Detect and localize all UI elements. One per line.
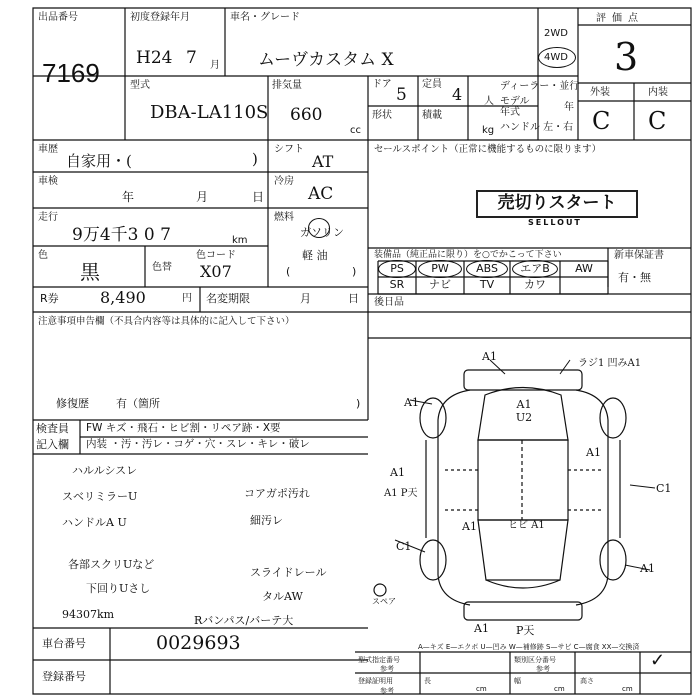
load-unit: kg — [482, 125, 495, 136]
load-label: 積載 — [422, 110, 442, 121]
sales-point-label: セールスポイント（正常に機能するものに限ります） — [374, 144, 602, 155]
color-label: 色 — [38, 250, 48, 261]
inspection-month: 月 — [196, 190, 209, 204]
equip-pw: PW — [431, 262, 449, 275]
diag-ann-1: A1 — [482, 350, 497, 363]
color-change-label: 色替 — [152, 262, 172, 273]
shift-label: シフト — [274, 144, 304, 155]
note-4: コアガポ汚れ — [244, 487, 310, 500]
diag-ann-4: A1 — [404, 396, 419, 409]
model-no-label: 型式指定番号 — [358, 656, 400, 664]
history-close: ) — [252, 150, 258, 168]
equip-tv: TV — [479, 278, 495, 291]
spare-label: スペア — [372, 597, 396, 606]
fuel-paren-open: ( — [286, 265, 291, 278]
model-label: 型式 — [130, 80, 150, 91]
sellout-stamp-main: 売切りスタート — [497, 193, 617, 213]
repair-close: ) — [356, 397, 361, 410]
handle-label: ハンドル 左・右 — [500, 122, 574, 133]
equip-abs-circle — [466, 260, 508, 278]
mileage-unit: km — [232, 235, 248, 246]
diagram-legend: A—キズ E—エクボ U—凹み W—補修跡 S—サビ C—腐食 XX—交換済 — [418, 643, 640, 651]
lot-label: 出品番号 — [38, 12, 78, 23]
color-code-label: 色コード — [196, 250, 236, 261]
diag-ann-11: C1 — [396, 540, 412, 553]
note-7: 下回りUさし — [86, 582, 151, 595]
inspection-day: 日 — [252, 190, 265, 204]
cert-label: 登録証明用 — [358, 677, 393, 685]
note-6: 各部スクリUなど — [68, 558, 155, 571]
drive-4wd: 4WD — [544, 52, 568, 63]
history-value: 自家用・( — [66, 152, 132, 170]
category-no-label: 類別区分番号 — [514, 656, 556, 664]
equip-airbag-circle — [512, 260, 558, 278]
repair-value: 有（箇所 — [116, 397, 160, 410]
capacity-unit: 人 — [484, 96, 494, 107]
ref-label-2: 参考 — [536, 665, 550, 673]
chassis-value: 0029693 — [156, 632, 241, 654]
interior-value: C — [648, 107, 667, 135]
inspection-label: 車検 — [38, 176, 58, 187]
fuel-diesel: 軽 油 — [302, 249, 328, 262]
note-10: Rバンパス/バーテ大 — [194, 614, 294, 627]
capacity-label: 定員 — [422, 79, 442, 90]
shape-label: 形状 — [372, 110, 392, 121]
diag-ann-2: A1 U2 — [515, 398, 533, 424]
name-change-day: 日 — [348, 292, 359, 305]
name-change-month: 月 — [300, 292, 311, 305]
diag-ann-5: A1 — [586, 446, 601, 459]
diag-ann-6: A1 — [390, 466, 405, 479]
diag-ann-12: A1 — [640, 562, 655, 575]
sellout-stamp-sub: SELLOUT — [528, 218, 582, 227]
height-unit: cm — [622, 685, 633, 693]
registration-label: 登録番号 — [42, 670, 86, 683]
car-name-grade: ムーヴカスタム X — [258, 50, 394, 70]
height-label: 高さ — [580, 677, 594, 685]
name-change-label: 名変期限 — [206, 292, 250, 305]
note-11: 94307km — [62, 608, 115, 621]
interior-label: 内装 — [648, 87, 668, 98]
capacity-value: 4 — [452, 85, 463, 104]
declaration-label: 注意事項申告欄（不具合内容等は具体的に記入して下さい） — [38, 316, 295, 327]
backseat-label: 後日品 — [374, 297, 404, 308]
lot-number: 7169 — [42, 58, 100, 88]
displacement-value: 660 — [290, 105, 323, 125]
model-year-label: モデル年式 — [500, 96, 530, 118]
sellout-stamp — [476, 190, 638, 218]
check-mark: ✓ — [650, 650, 666, 671]
note-5: 細汚レ — [250, 514, 283, 527]
width-unit: cm — [554, 685, 565, 693]
first-reg-year: H24 — [136, 48, 173, 68]
warranty-value: 有・無 — [618, 271, 651, 284]
displacement-label: 排気量 — [272, 80, 302, 91]
equip-ps: PS — [390, 262, 404, 275]
fuel-gasoline: ガソリン — [300, 226, 344, 239]
drive-4wd-circle — [538, 47, 576, 68]
diag-ann-13: A1 — [474, 622, 489, 635]
drive-2wd: 2WD — [544, 28, 568, 39]
mileage-value: 9万4千3 0 7 — [72, 225, 171, 245]
equip-aw: AW — [575, 262, 593, 275]
first-reg-month-unit: 月 — [210, 60, 220, 71]
mileage-label: 走行 — [38, 212, 58, 223]
equip-sr: SR — [389, 278, 405, 291]
rticket-value: 8,490 — [100, 288, 146, 307]
name-grade-label: 車名・グレード — [230, 12, 300, 23]
ref-label-3: 参考 — [380, 687, 394, 695]
doors-label: ドア — [372, 79, 392, 90]
diag-ann-8: A1 — [462, 520, 477, 533]
note-1: ハルルシスレ — [72, 464, 138, 477]
note-2: スベリミラーU — [62, 490, 138, 503]
warranty-label: 新車保証書 — [614, 250, 664, 261]
width-label: 幅 — [514, 677, 521, 685]
score-label: 評価点 — [596, 13, 644, 24]
equip-navi: ナビ — [429, 278, 451, 291]
length-unit: cm — [476, 685, 487, 693]
fuel-label: 燃料 — [274, 212, 294, 223]
first-reg-label: 初度登録年月 — [130, 12, 190, 23]
doors-value: 5 — [396, 85, 407, 105]
diag-ann-7: A1 P天 — [384, 488, 418, 499]
model-year-unit: 年 — [564, 102, 574, 113]
diag-ann-14: P天 — [516, 624, 535, 637]
equipment-label: 装備品（純正品に限り）を○でかこって下さい — [374, 250, 562, 260]
rticket-label: R券 — [40, 292, 59, 305]
history-label: 車歴 — [38, 144, 58, 155]
length-label: 長 — [424, 677, 431, 685]
note-8: スライドレール — [250, 566, 327, 579]
equip-ps-circle — [378, 260, 416, 278]
inspector-row-2: 内装 ・汚・汚レ・コゲ・穴・スレ・キレ・破レ — [86, 438, 310, 450]
diag-ann-10: ヒビ A1 — [508, 520, 545, 531]
diag-ann-9: C1 — [656, 482, 672, 495]
dealer-label: ディーラー・並行 — [500, 81, 580, 92]
displacement-unit: cc — [350, 125, 361, 136]
diag-ann-3: ラジ1 凹みA1 — [578, 358, 642, 369]
color-code-value: X07 — [200, 262, 232, 281]
inspector-row-1: FW キズ・飛石・ヒビ割・リペア跡・X要 — [86, 422, 281, 434]
first-reg-month: 7 — [186, 48, 197, 68]
color-value: 黒 — [80, 260, 100, 284]
inspector-label-1: 検査員 — [36, 422, 69, 435]
exterior-label: 外装 — [590, 87, 610, 98]
rticket-unit: 円 — [182, 293, 192, 304]
inspector-label-2: 記入欄 — [36, 438, 69, 451]
equip-airbag: エアB — [520, 262, 550, 275]
equip-leather: カワ — [524, 278, 546, 291]
model-value: DBA-LA110S — [150, 102, 269, 123]
ref-label-1: 参考 — [380, 665, 394, 673]
ac-label: 冷房 — [274, 176, 294, 187]
equip-abs: ABS — [476, 262, 498, 275]
fuel-paren-close: ) — [352, 265, 357, 278]
repair-label: 修復歴 — [56, 397, 89, 410]
note-3: ハンドルA U — [62, 516, 127, 529]
ac-value: AC — [308, 184, 334, 204]
shift-value: AT — [312, 152, 334, 171]
score-value: 3 — [614, 35, 639, 79]
exterior-value: C — [592, 107, 611, 135]
fuel-gasoline-circle — [308, 218, 330, 238]
chassis-label: 車台番号 — [42, 637, 86, 650]
note-9: タルAW — [262, 590, 303, 603]
inspection-year: 年 — [122, 190, 135, 204]
equip-pw-circle — [418, 260, 462, 278]
